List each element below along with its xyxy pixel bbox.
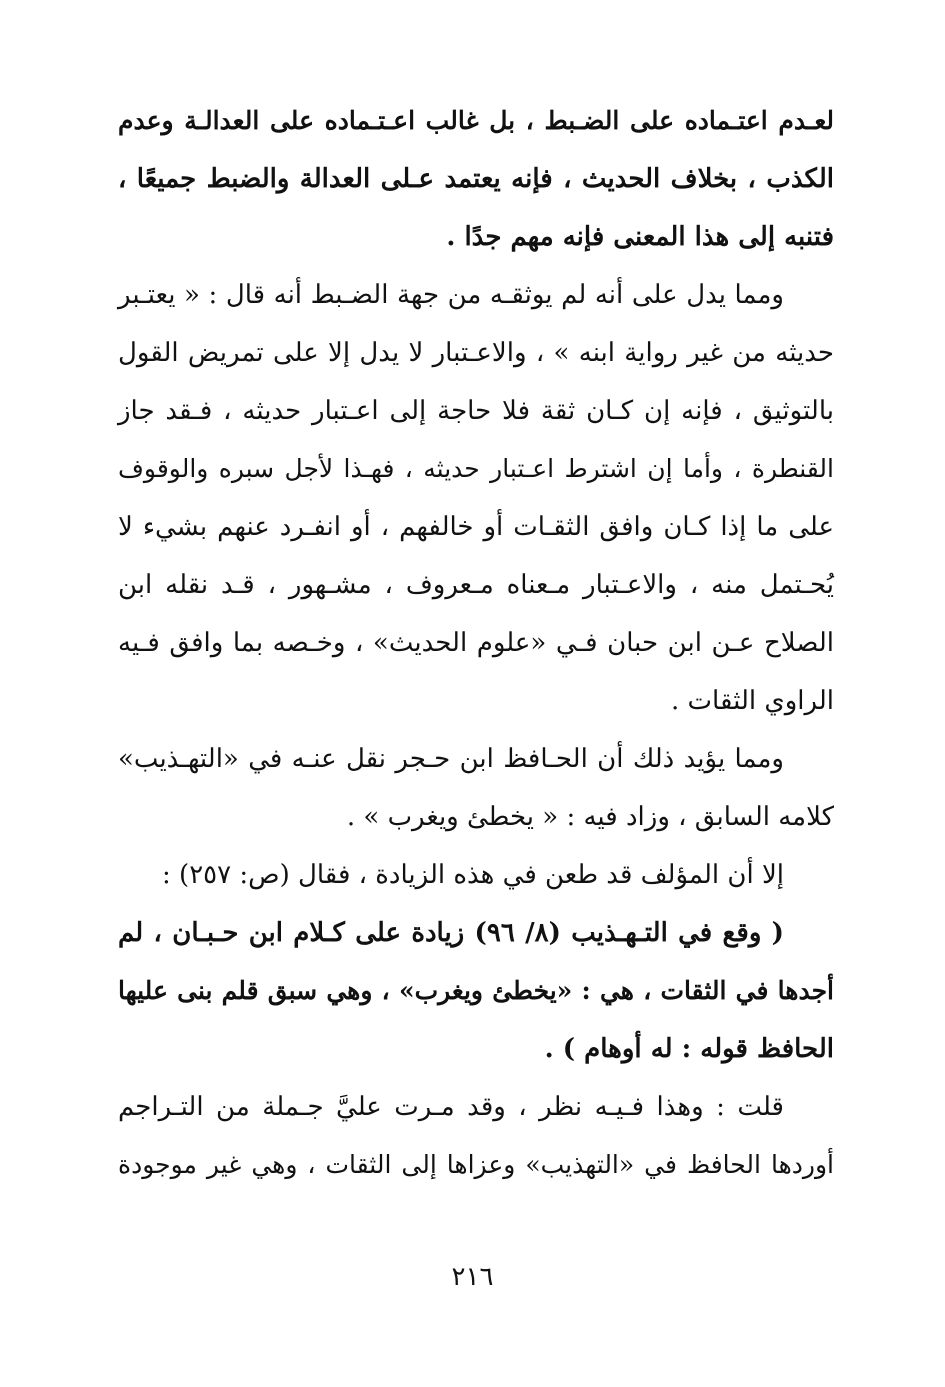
page-number: ٢١٦: [451, 1262, 494, 1292]
text-line: أوردها الحافظ في «التهذيب» وعزاها إلى الثقات ، وهي غير موجودة: [118, 1150, 834, 1179]
text-line: الحافظ قوله : له أوهام ) .: [544, 1034, 834, 1064]
text-line: إلا أن المؤلف قد طعن في هذه الزيادة ، فقال (ص: ٢٥٧) :: [162, 860, 784, 890]
text-line: ومما يؤيد ذلك أن الحـافظ ابن حـجر نقل عنـه في «التهـذيب»: [118, 744, 784, 774]
text-line: أجدها في الثقات ، هي : «يخطئ ويغرب» ، وهي سبق قلم بنى عليها: [118, 976, 834, 1005]
text-line: يُحـتمل منه ، والاعـتبار مـعناه مـعروف ، مشـهور ، قـد نقله ابن: [118, 570, 834, 600]
text-line: على ما إذا كـان وافق الثقـات أو خالفهم ، أو انفـرد عنهم بشيء لا: [118, 512, 834, 542]
text-line: لعـدم اعتـماده على الضـبط ، بل غالب اعـتـماده على العدالـة وعدم: [118, 106, 834, 135]
text-line: ومما يدل على أنه لم يوثقـه من جهة الضـبط أنه قال : « يعتـبر: [118, 280, 784, 310]
text-line: الراوي الثقات .: [671, 686, 834, 716]
text-line: فتنبه إلى هذا المعنى فإنه مهم جدًا .: [446, 222, 834, 252]
text-line: القنطرة ، وأما إن اشترط اعـتبار حديثه ، فهـذا لأجل سبره والوقوف: [118, 454, 834, 483]
text-line: قلت : وهذا فـيـه نظر ، وقد مـرت عليَّ جـملة من التـراجم: [118, 1092, 784, 1122]
text-line: حديثه من غير رواية ابنه » ، والاعـتبار لا يدل إلا على تمريض القول: [118, 338, 834, 368]
text-line: ( وقع في التـهـذيب (٨/ ٩٦) زيادة على كـلام ابن حـبـان ، لم: [118, 918, 784, 948]
text-line: الصلاح عـن ابن حبان فـي «علوم الحديث» ، وخـصه بما وافق فـيه: [118, 628, 834, 658]
body-text: [118, 92, 834, 1194]
text-line: الكذب ، بخلاف الحديث ، فإنه يعتمد عـلى العدالة والضبط جميعًا ،: [118, 164, 834, 194]
text-line: كلامه السابق ، وزاد فيه : « يخطئ ويغرب » .: [346, 802, 834, 832]
text-line: بالتوثيق ، فإنه إن كـان ثقة فلا حاجة إلى اعـتبار حديثه ، فـقد جاز: [118, 396, 834, 426]
